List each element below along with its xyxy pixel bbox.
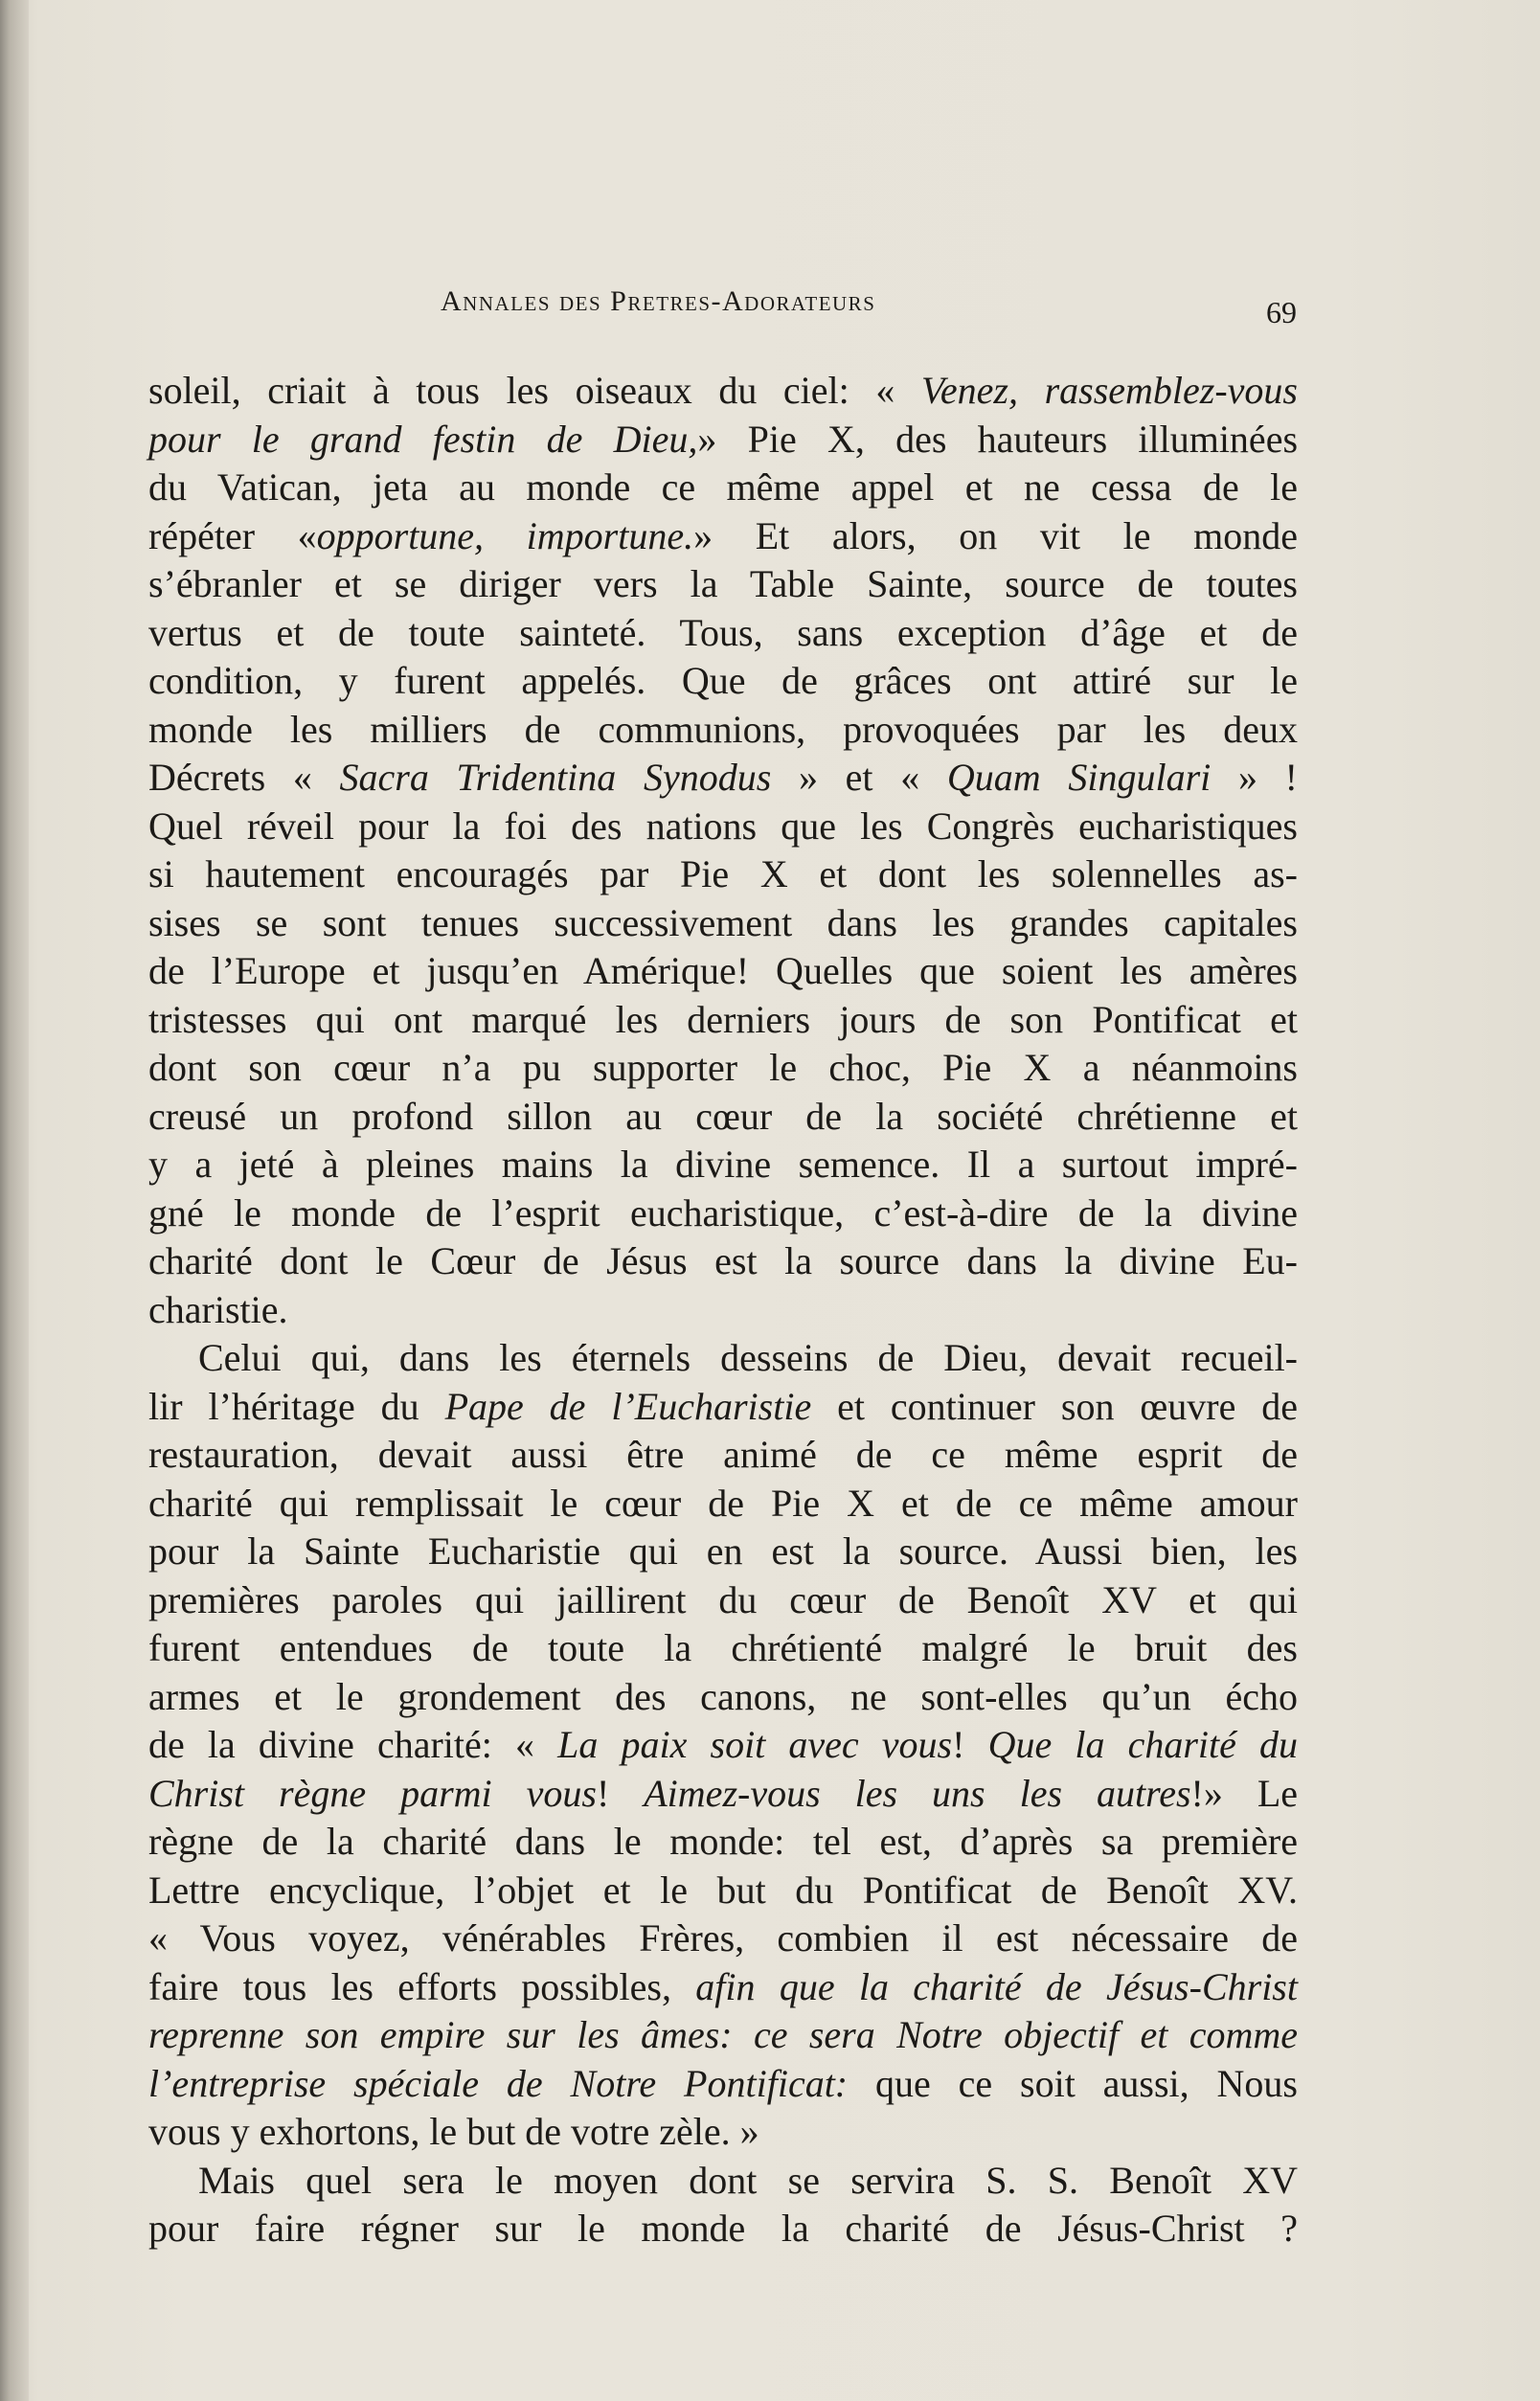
page-header — [441, 285, 1302, 333]
italic-text: Aimez-vous les uns les autres — [644, 1771, 1191, 1815]
text-segment: y a jeté à pleines mains la divine semence. Il a surtout impré- — [148, 1143, 1298, 1186]
italic-text: Quam Singulari — [946, 756, 1212, 799]
page-gutter — [0, 0, 29, 2401]
italic-text: Pape de l’Eucharistie — [444, 1384, 812, 1428]
text-line — [148, 1914, 1298, 1963]
text-line — [148, 1673, 1298, 1722]
text-segment: et continuer son œuvre de — [811, 1384, 1299, 1428]
text-segment: ! — [596, 1771, 645, 1815]
text-segment: pour la Sainte Eucharistie qui en est la source. Aussi bien, les — [148, 1529, 1298, 1573]
text-line — [148, 1963, 1298, 2012]
text-line — [148, 899, 1298, 948]
text-line — [148, 706, 1298, 755]
text-segment: « Vous voyez, vénérables Frères, combien il est nécessaire de — [148, 1916, 1298, 1959]
italic-text: pour le grand festin de Dieu, — [148, 417, 698, 461]
text-segment: premières paroles qui jaillirent du cœur de Benoît XV et qui — [148, 1577, 1298, 1621]
text-line — [148, 2157, 1298, 2206]
text-segment: vous y exhortons, le but de votre zèle. » — [148, 2110, 759, 2153]
text-line — [148, 1528, 1298, 1576]
italic-text: Venez, rassemblez-vous — [920, 369, 1298, 412]
text-line — [148, 1383, 1298, 1432]
text-line — [148, 1867, 1298, 1915]
text-segment: Celui qui, dans les éternels desseins de Dieu, devait recueil- — [198, 1336, 1298, 1379]
text-line — [148, 2011, 1298, 2060]
text-segment: que ce soit aussi, Nous — [848, 2061, 1298, 2105]
text-segment: gné le monde de l’esprit eucharistique, c’est-à-dire de la divine — [148, 1190, 1298, 1234]
italic-text: opportune, importune. — [316, 513, 694, 557]
text-segment: condition, y furent appelés. Que de grâces ont attiré sur le — [148, 659, 1298, 702]
text-line — [148, 850, 1298, 899]
text-segment: Quel réveil pour la foi des nations que les Congrès eucharistiques — [148, 804, 1298, 848]
text-line — [148, 1770, 1298, 1819]
text-line — [148, 1044, 1298, 1093]
text-line — [148, 657, 1298, 706]
text-segment: faire tous les efforts possibles, — [148, 1964, 696, 2008]
text-line — [148, 1286, 1298, 1335]
text-segment: charité dont le Cœur de Jésus est la source dans la divine Eu- — [148, 1239, 1298, 1282]
italic-text: l’entreprise spéciale de Notre Pontificat: — [148, 2061, 849, 2105]
text-segment: restauration, devait aussi être animé de ce même esprit de — [148, 1433, 1298, 1476]
text-line — [148, 1189, 1298, 1238]
italic-text: Christ règne parmi vous — [148, 1771, 597, 1815]
text-segment: de la divine charité: « — [148, 1723, 558, 1766]
text-segment: » et « — [771, 756, 947, 799]
text-segment: pour faire régner sur le monde la charité de Jésus-Christ ? — [148, 2207, 1298, 2250]
text-line — [148, 464, 1298, 512]
text-segment: lir l’héritage du — [148, 1384, 445, 1428]
text-line — [148, 947, 1298, 996]
text-line — [148, 2205, 1298, 2254]
text-segment: ! — [952, 1723, 988, 1766]
italic-text: Que la charité du — [987, 1723, 1298, 1766]
text-segment: charistie. — [148, 1287, 288, 1331]
italic-text: La paix soit avec vous — [557, 1723, 953, 1766]
text-segment: s’ébranler et se diriger vers la Table Sainte, source de toutes — [148, 562, 1298, 605]
text-segment: sises se sont tenues successivement dans les grandes capitales — [148, 900, 1298, 944]
text-line — [148, 1334, 1298, 1383]
text-segment: » Pie X, des hauteurs illuminées — [697, 417, 1299, 461]
text-line — [148, 560, 1298, 609]
running-head: Annales des Pretres-Adorateurs — [441, 285, 876, 317]
text-line — [148, 1721, 1298, 1770]
text-segment: Lettre encyclique, l’objet et le but du Pontificat de Benoît XV. — [148, 1868, 1298, 1912]
text-segment: monde les milliers de communions, provoquées par les deux — [148, 707, 1298, 751]
text-segment: vertus et de toute sainteté. Tous, sans exception d’âge et de — [148, 610, 1298, 654]
text-segment: tristesses qui ont marqué les derniers jours de son Pontificat et — [148, 997, 1298, 1041]
text-segment: furent entendues de toute la chrétienté malgré le bruit des — [148, 1626, 1298, 1669]
text-line — [148, 1480, 1298, 1529]
text-line — [148, 996, 1298, 1045]
text-segment: Décrets « — [148, 756, 340, 799]
text-line — [148, 803, 1298, 851]
text-line — [148, 367, 1298, 416]
text-segment: armes et le grondement des canons, ne sont-elles qu’un écho — [148, 1674, 1298, 1718]
text-segment: dont son cœur n’a pu supporter le choc, Pie X a néanmoins — [148, 1046, 1298, 1089]
text-segment: Mais quel sera le moyen dont se servira S. S. Benoît XV — [198, 2158, 1298, 2202]
text-segment: du Vatican, jeta au monde ce même appel et ne cessa de le — [148, 465, 1298, 509]
text-line — [148, 416, 1298, 464]
text-line — [148, 1141, 1298, 1189]
page-number: 69 — [1266, 295, 1297, 329]
text-segment: si hautement encouragés par Pie X et dont les solennelles as- — [148, 852, 1298, 895]
italic-text: reprenne son empire sur les âmes: ce sera Notre objectif et comme — [148, 2013, 1298, 2056]
text-segment: règne de la charité dans le monde: tel est, d’après sa première — [148, 1820, 1298, 1863]
text-segment: creusé un profond sillon au cœur de la société chrétienne et — [148, 1094, 1298, 1138]
text-segment: charité qui remplissait le cœur de Pie X et de ce même amour — [148, 1481, 1298, 1525]
text-line — [148, 609, 1298, 658]
text-segment: » ! — [1211, 756, 1299, 799]
text-segment: répéter « — [148, 513, 317, 557]
text-line — [148, 2060, 1298, 2109]
text-line — [148, 1431, 1298, 1480]
italic-text: Sacra Tridentina Synodus — [339, 756, 772, 799]
text-line — [148, 2108, 1298, 2157]
text-line — [148, 1237, 1298, 1286]
text-line — [148, 1624, 1298, 1673]
text-line — [148, 1818, 1298, 1867]
text-segment: !» Le — [1190, 1771, 1299, 1815]
text-segment: soleil, criait à tous les oiseaux du ciel: « — [148, 369, 921, 412]
text-segment: de l’Europe et jusqu’en Amérique! Quelles que soient les amères — [148, 949, 1298, 992]
body-text — [148, 367, 1298, 2254]
text-segment: » Et alors, on vit le monde — [693, 513, 1299, 557]
text-line — [148, 512, 1298, 561]
text-line — [148, 754, 1298, 803]
text-line — [148, 1576, 1298, 1625]
italic-text: afin que la charité de Jésus-Christ — [695, 1964, 1298, 2008]
text-line — [148, 1093, 1298, 1142]
